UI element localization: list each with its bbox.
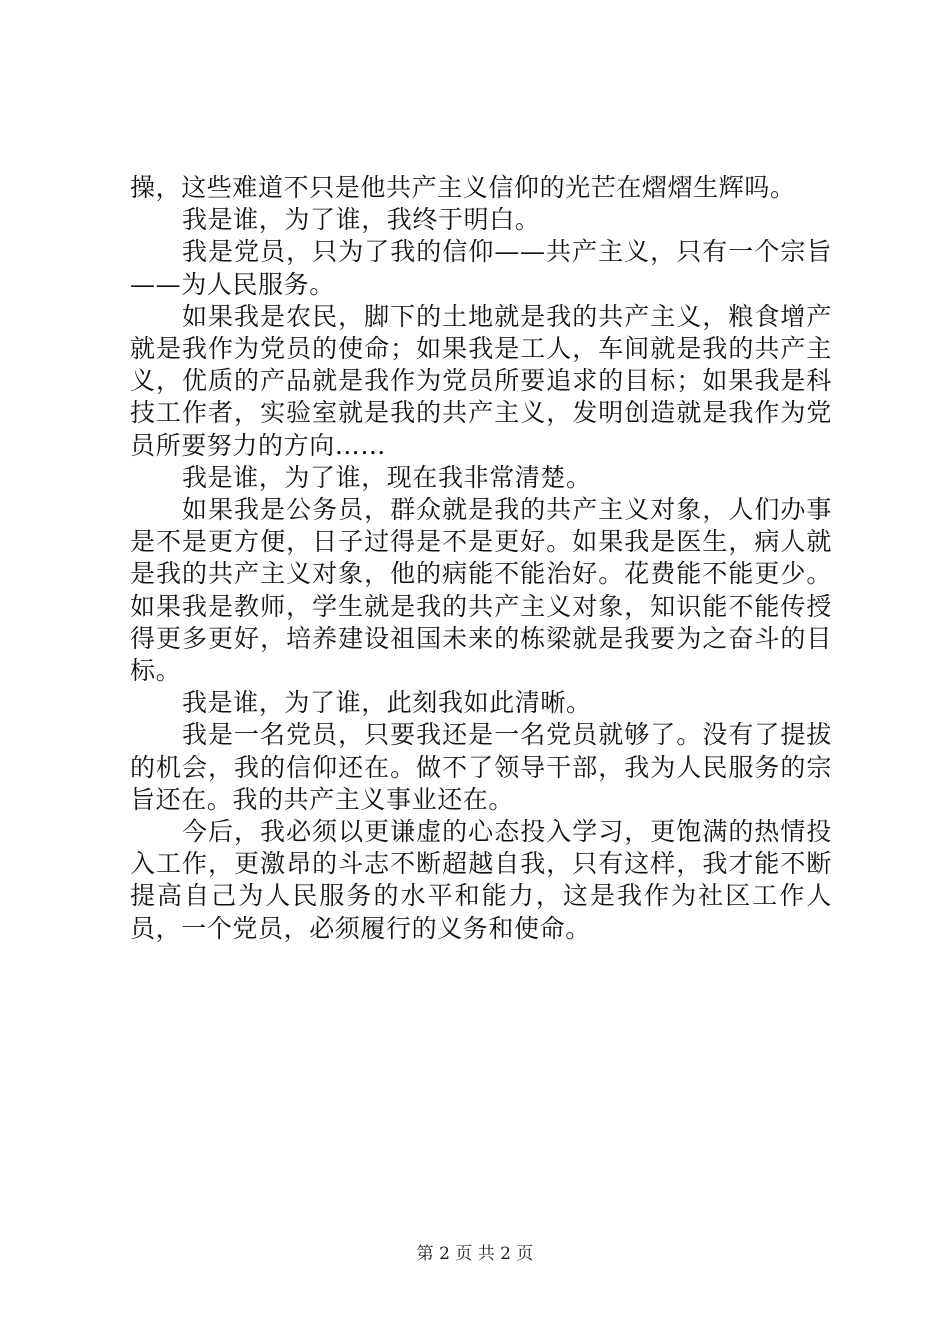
paragraph-5: 我是谁，为了谁，现在我非常清楚。 bbox=[182, 462, 592, 492]
paragraph-3: 我是党员，只为了我的信仰——共产主义，只有一个宗旨——为人民服务。 bbox=[130, 237, 832, 299]
paragraph-6: 如果我是公务员，群众就是我的共产主义对象，人们办事是不是更方便，日子过得是不是更好。如果我是医生，病人就是我的共产主义对象，他的病能不能治好。花费能不能更少。如果我是教师，学生就是我的共产主义对象，知识能不能传授得更多更好，培养建设祖国未来的栋梁就是我要为之奋斗的目标。 bbox=[130, 495, 832, 686]
paragraph-9: 今后，我必须以更谦虚的心态投入学习，更饱满的热情投入工作，更激昂的斗志不断超越自我，只有这样，我才能不断提高自己为人民服务的水平和能力，这是我作为社区工作人员，一个党员，必须履行的义务和使命。 bbox=[130, 817, 832, 943]
paragraph-4: 如果我是农民，脚下的土地就是我的共产主义，粮食增产就是我作为党员的使命；如果我是工人，车间就是我的共产主义，优质的产品就是我作为党员所要追求的目标；如果我是科技工作者，实验室就是我的共产主义，发明创造就是我作为党员所要努力的方向…… bbox=[130, 301, 832, 460]
paragraph-2: 我是谁，为了谁，我终于明白。 bbox=[182, 205, 541, 235]
paragraph-8: 我是一名党员，只要我还是一名党员就够了。没有了提拔的机会，我的信仰还在。做不了领导干部，我为人民服务的宗旨还在。我的共产主义事业还在。 bbox=[130, 720, 832, 814]
paragraph-7: 我是谁，为了谁，此刻我如此清晰。 bbox=[182, 688, 592, 718]
page-footer: 第 2 页 共 2 页 bbox=[416, 1244, 534, 1264]
paragraph-1: 操，这些难道不只是他共产主义信仰的光芒在熠熠生辉吗。 bbox=[130, 173, 796, 202]
document-body bbox=[130, 172, 832, 945]
